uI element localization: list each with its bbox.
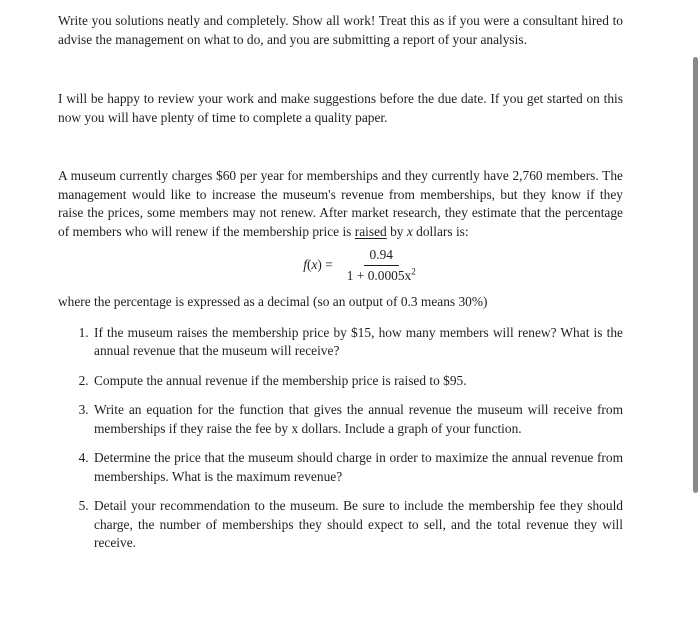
vertical-scrollbar[interactable] xyxy=(693,57,698,493)
list-item: 2. Compute the annual revenue if the membership price is raised to $95. xyxy=(92,372,623,391)
list-item: 3. Write an equation for the function that gives the annual revenue the museum will receive from memberships if they raise the fee by x dollars. Include a graph of your function. xyxy=(92,401,623,438)
problem-text-end: dollars is: xyxy=(416,223,469,239)
renewal-formula xyxy=(58,245,623,285)
formula-numerator: 0.94 xyxy=(364,247,399,266)
list-item: 5. Detail your recommendation to the museum. Be sure to include the membership fee they should charge, the number of memberships they should expect to sell, and the total revenue they will receive. xyxy=(92,497,623,553)
list-item: 1. If the museum raises the membership price by $15, how many members will renew? What is the annual revenue that the museum will receive? xyxy=(92,324,623,361)
document-page xyxy=(58,12,623,564)
where-note: where the percentage is expressed as a decimal (so an output of 0.3 means 30%) xyxy=(58,294,488,309)
variable-x: x xyxy=(406,223,413,239)
underlined-word: raised xyxy=(354,223,387,239)
problem-statement xyxy=(58,167,623,241)
formula-lhs: f(x) = xyxy=(303,256,333,272)
formula-fraction xyxy=(341,247,422,284)
list-item: 4. Determine the price that the museum should charge in order to maximize the annual revenue from memberships. What is the maximum revenue? xyxy=(92,449,623,486)
formula-denominator: $1 + 0.0005x^2$ xyxy=(346,266,416,283)
review-paragraph: I will be happy to review your work and make suggestions before the due date. If you get started on this now you will have plenty of time to complete a quality paper. xyxy=(58,91,623,125)
instructions-paragraph: Write you solutions neatly and completely. Show all work! Treat this as if you were a consultant hired to advise the management on what to do, and you are submitting a report of your analysis. xyxy=(58,13,623,47)
problem-text: A museum currently charges $60 per year for memberships and they currently have 2,760 members. The management would like to increase the museum's revenue from memberships, but they know if they raise the prices, some members may not renew. After market research, they estimate that the percentage of members who will renew if the membership price is xyxy=(58,168,623,239)
problem-by: by xyxy=(390,223,404,239)
question-list xyxy=(58,324,623,553)
